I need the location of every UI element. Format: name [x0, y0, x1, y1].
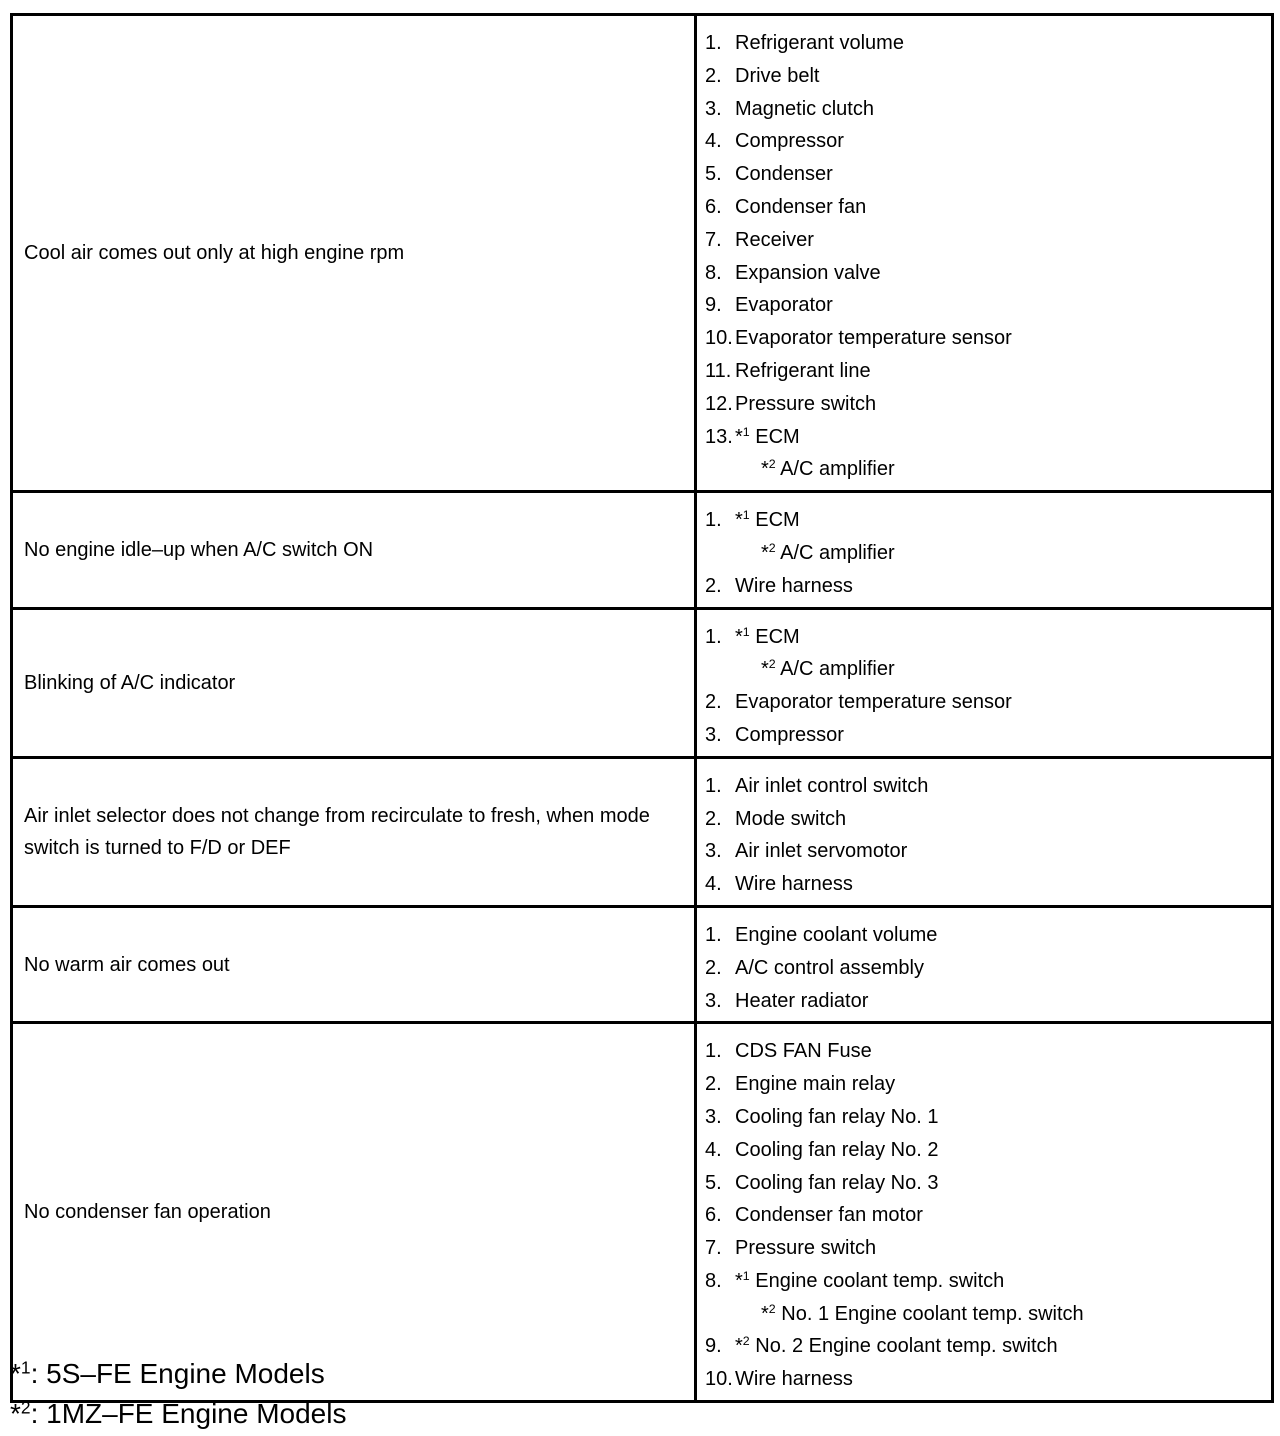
- suspect-item: [705, 621, 1263, 654]
- table-row: [12, 15, 1273, 492]
- suspect-item: [705, 388, 1263, 421]
- item-body: [735, 388, 876, 421]
- item-body: [735, 1101, 938, 1134]
- footnote-text: : 5S–FE Engine Models: [30, 1358, 325, 1389]
- item-body: [735, 421, 800, 454]
- suspect-item: [705, 653, 1263, 686]
- note-asterisk: *: [735, 1335, 743, 1358]
- item-text: Pressure switch: [735, 1237, 877, 1260]
- item-number: 4.: [705, 873, 722, 896]
- item-number: 2.: [705, 956, 722, 979]
- item-text: Drive belt: [735, 64, 820, 87]
- item-body: [735, 1134, 938, 1167]
- footnote-asterisk: *: [10, 1358, 21, 1389]
- suspect-area-cell: [696, 608, 1273, 757]
- footnote-text: : 1MZ–FE Engine Models: [30, 1398, 347, 1429]
- symptom-cell: No condenser fan operation: [12, 1023, 696, 1402]
- item-body: [735, 537, 895, 570]
- item-body: [735, 1298, 1084, 1331]
- suspect-item: [705, 504, 1263, 537]
- suspect-item: [705, 224, 1263, 257]
- item-number: 1.: [705, 1040, 722, 1063]
- item-text: Engine coolant temp. switch: [755, 1269, 1005, 1292]
- item-number: 1.: [705, 625, 722, 648]
- item-number: 8.: [705, 1269, 722, 1292]
- item-text: Pressure switch: [735, 392, 877, 415]
- item-number: 9.: [705, 1335, 722, 1358]
- note-asterisk: *: [761, 1302, 769, 1325]
- item-text: Compressor: [735, 130, 844, 153]
- note-mark: 1: [742, 508, 750, 523]
- symptom-cell: No warm air comes out: [12, 906, 696, 1022]
- item-text: A/C amplifier: [780, 458, 895, 481]
- item-text: A/C amplifier: [780, 658, 895, 681]
- footnote-2: [10, 1394, 346, 1434]
- item-number: 1.: [705, 509, 722, 532]
- item-number: [705, 537, 735, 570]
- item-number: [705, 453, 735, 486]
- table-row: [12, 906, 1273, 1022]
- item-body: [735, 1265, 1004, 1298]
- suspect-item: [705, 1035, 1263, 1068]
- note-mark: 2: [768, 541, 776, 556]
- item-body: [735, 570, 853, 603]
- suspect-item: [705, 537, 1263, 570]
- item-number: 9.: [705, 294, 722, 317]
- footnote-1: [10, 1354, 325, 1394]
- item-text: Wire harness: [735, 873, 853, 896]
- suspect-item: [705, 570, 1263, 603]
- item-number: 1.: [705, 32, 722, 54]
- item-text: Refrigerant volume: [735, 32, 904, 54]
- item-text: CDS FAN Fuse: [735, 1040, 872, 1063]
- suspect-item: [705, 191, 1263, 224]
- item-text: Heater radiator: [735, 989, 869, 1012]
- item-number: 10.: [705, 1368, 733, 1391]
- suspect-item: [705, 1167, 1263, 1200]
- item-text: ECM: [755, 625, 800, 648]
- suspect-item: [705, 1363, 1263, 1396]
- suspect-item: [705, 125, 1263, 158]
- item-number: 11.: [705, 359, 732, 382]
- item-text: ECM: [755, 509, 800, 532]
- item-number: 8.: [705, 261, 722, 284]
- note-mark: 2: [742, 1334, 750, 1349]
- item-text: Wire harness: [735, 1368, 853, 1391]
- item-text: No. 1 Engine coolant temp. switch: [781, 1302, 1084, 1325]
- item-body: [735, 504, 800, 537]
- note-mark: 1: [742, 624, 750, 639]
- item-text: Expansion valve: [735, 261, 881, 284]
- suspect-item: [705, 60, 1263, 93]
- item-body: [735, 1035, 872, 1068]
- item-text: Evaporator temperature sensor: [735, 691, 1012, 714]
- suspect-item: [705, 1330, 1263, 1363]
- item-number: 7.: [705, 228, 722, 251]
- item-text: ECM: [755, 425, 800, 448]
- table-row: [12, 608, 1273, 757]
- suspect-item: [705, 1068, 1263, 1101]
- item-number: 5.: [705, 163, 722, 186]
- item-body: [735, 224, 814, 257]
- suspect-item: [705, 355, 1263, 388]
- suspect-area-cell: [696, 15, 1273, 492]
- item-number: 2.: [705, 64, 722, 87]
- item-body: [735, 355, 871, 388]
- item-number: [705, 653, 735, 686]
- item-number: 2.: [705, 691, 722, 714]
- item-text: Air inlet control switch: [735, 774, 929, 797]
- item-number: 6.: [705, 195, 722, 218]
- item-body: [735, 803, 846, 836]
- footnote-mark: 1: [20, 1357, 31, 1378]
- suspect-item: [705, 1298, 1263, 1331]
- note-asterisk: *: [761, 458, 769, 481]
- note-asterisk: *: [735, 425, 743, 448]
- suspect-area-cell: [696, 1023, 1273, 1402]
- note-mark: 2: [768, 457, 776, 472]
- item-text: Engine main relay: [735, 1073, 896, 1096]
- item-body: [735, 60, 819, 93]
- item-number: 1.: [705, 774, 722, 797]
- item-text: Evaporator temperature sensor: [735, 327, 1012, 350]
- note-asterisk: *: [761, 658, 769, 681]
- item-number: 7.: [705, 1237, 722, 1260]
- item-body: [735, 453, 895, 486]
- item-number: 3.: [705, 840, 722, 863]
- item-body: [735, 125, 844, 158]
- suspect-item: [705, 257, 1263, 290]
- trouble-table: [10, 13, 1274, 1403]
- item-number: 2.: [705, 807, 722, 830]
- suspect-item: [705, 719, 1263, 752]
- item-number: 12.: [705, 392, 733, 415]
- item-number: 3.: [705, 1105, 722, 1128]
- item-body: [735, 1167, 938, 1200]
- item-body: [735, 1199, 923, 1232]
- item-number: 2.: [705, 574, 722, 597]
- suspect-area-cell: [696, 492, 1273, 608]
- item-text: Condenser: [735, 163, 833, 186]
- item-body: [735, 289, 833, 322]
- item-text: Condenser fan motor: [735, 1204, 923, 1227]
- item-body: [735, 719, 844, 752]
- item-text: A/C amplifier: [780, 541, 895, 564]
- item-number: 3.: [705, 723, 722, 746]
- note-mark: 2: [768, 657, 776, 672]
- item-number: 4.: [705, 130, 722, 153]
- suspect-item: [705, 1101, 1263, 1134]
- suspect-item: [705, 1232, 1263, 1265]
- suspect-area-cell: [696, 757, 1273, 906]
- suspect-item: [705, 322, 1263, 355]
- suspect-item: [705, 1134, 1263, 1167]
- note-asterisk: *: [761, 541, 769, 564]
- suspect-item: [705, 686, 1263, 719]
- item-text: Wire harness: [735, 574, 853, 597]
- suspect-item: [705, 803, 1263, 836]
- item-body: [735, 1330, 1058, 1363]
- item-text: Condenser fan: [735, 195, 867, 218]
- suspect-item: [705, 27, 1263, 60]
- item-number: 1.: [705, 923, 722, 946]
- item-text: Compressor: [735, 723, 844, 746]
- note-asterisk: *: [735, 1269, 743, 1292]
- note-asterisk: *: [735, 625, 743, 648]
- suspect-item: [705, 93, 1263, 126]
- trouble-table-sheet: [10, 13, 1274, 1403]
- item-number: 3.: [705, 97, 722, 120]
- item-body: [735, 322, 1012, 355]
- item-number: [705, 1298, 735, 1331]
- item-text: Cooling fan relay No. 3: [735, 1171, 939, 1194]
- suspect-item: [705, 158, 1263, 191]
- item-body: [735, 621, 800, 654]
- suspect-area-cell: [696, 906, 1273, 1022]
- item-text: Evaporator: [735, 294, 833, 317]
- table-row: [12, 492, 1273, 608]
- item-text: Mode switch: [735, 807, 847, 830]
- item-body: [735, 1363, 853, 1396]
- footnote-mark: 2: [20, 1397, 31, 1418]
- suspect-item: [705, 1199, 1263, 1232]
- item-number: 10.: [705, 327, 733, 350]
- item-number: 6.: [705, 1204, 722, 1227]
- item-body: [735, 191, 866, 224]
- item-body: [735, 985, 868, 1018]
- item-body: [735, 257, 881, 290]
- item-number: 5.: [705, 1171, 722, 1194]
- item-body: [735, 27, 904, 60]
- table-row: [12, 1023, 1273, 1402]
- item-text: Receiver: [735, 228, 814, 251]
- symptom-cell: No engine idle–up when A/C switch ON: [12, 492, 696, 608]
- symptom-cell: Air inlet selector does not change from recirculate to fresh, when mode switch is turned to F/D or DEF: [12, 757, 696, 906]
- suspect-item: [705, 289, 1263, 322]
- item-text: Magnetic clutch: [735, 97, 874, 120]
- item-body: [735, 93, 874, 126]
- suspect-item: [705, 453, 1263, 486]
- item-body: [735, 653, 895, 686]
- item-text: A/C control assembly: [735, 956, 924, 979]
- item-number: 13.: [705, 425, 733, 448]
- suspect-item: [705, 919, 1263, 952]
- suspect-item: [705, 952, 1263, 985]
- suspect-item: [705, 770, 1263, 803]
- note-asterisk: *: [735, 509, 743, 532]
- item-number: 4.: [705, 1138, 722, 1161]
- table-row: [12, 757, 1273, 906]
- item-body: [735, 158, 833, 191]
- item-body: [735, 868, 853, 901]
- item-body: [735, 919, 937, 952]
- suspect-item: [705, 421, 1263, 454]
- item-body: [735, 952, 924, 985]
- suspect-item: [705, 985, 1263, 1018]
- note-mark: 1: [742, 424, 750, 439]
- item-body: [735, 835, 907, 868]
- item-text: No. 2 Engine coolant temp. switch: [755, 1335, 1058, 1358]
- suspect-item: [705, 835, 1263, 868]
- item-body: [735, 1068, 895, 1101]
- symptom-cell: Blinking of A/C indicator: [12, 608, 696, 757]
- item-body: [735, 1232, 876, 1265]
- item-body: [735, 770, 928, 803]
- item-number: 2.: [705, 1073, 722, 1096]
- item-text: Cooling fan relay No. 2: [735, 1138, 939, 1161]
- symptom-cell: Cool air comes out only at high engine rpm: [12, 15, 696, 492]
- item-text: Cooling fan relay No. 1: [735, 1105, 939, 1128]
- item-text: Air inlet servomotor: [735, 840, 908, 863]
- note-mark: 1: [742, 1269, 750, 1284]
- suspect-item: [705, 868, 1263, 901]
- item-body: [735, 686, 1012, 719]
- item-text: Refrigerant line: [735, 359, 871, 382]
- note-mark: 2: [768, 1301, 776, 1316]
- footnote-asterisk: *: [10, 1398, 21, 1429]
- item-number: 3.: [705, 989, 722, 1012]
- trouble-table-body: [12, 15, 1273, 1402]
- suspect-item: [705, 1265, 1263, 1298]
- item-text: Engine coolant volume: [735, 923, 938, 946]
